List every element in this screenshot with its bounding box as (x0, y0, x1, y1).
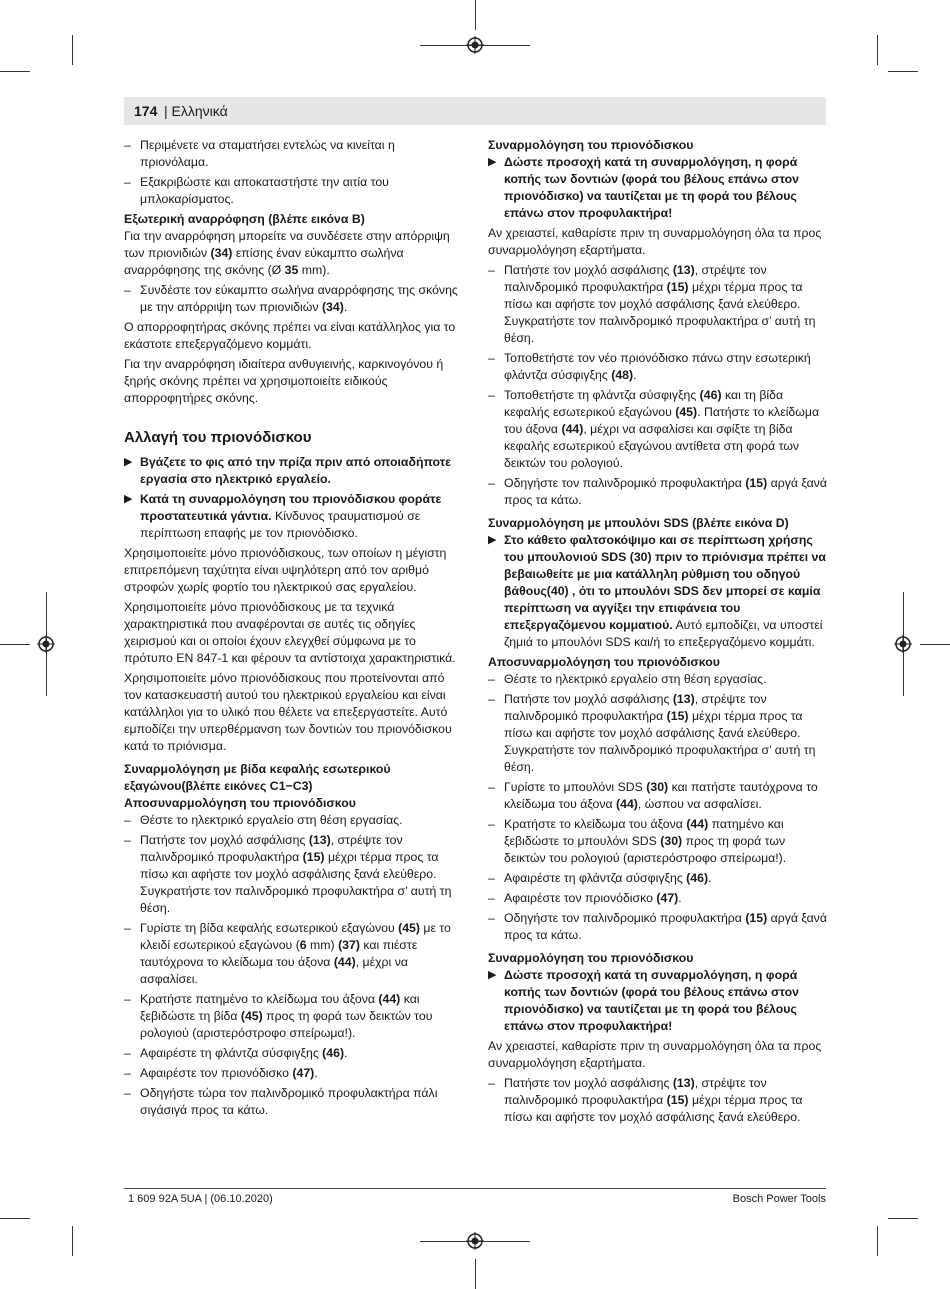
crop-mark (0, 644, 30, 645)
page-header (124, 97, 826, 125)
paragraph: Χρησιμοποιείτε μόνο πριονόδισκους, των οποίων η μέγιστη επιτρεπόμενη ταχύτητα είναι υψηλότερη από τον αριθμό στροφών χωρίς φορτίο του ηλεκτρικού σας εργαλείου. (124, 546, 447, 594)
warning-item (124, 491, 464, 542)
list-item: – Γυρίστε τη βίδα κεφαλής εσωτερικού εξαγώνου (45) με το κλειδί εσωτερικού εξαγώνου (6 mm) (37) και πιέστε ταυτόχρονα το κλείδωμα του άξονα (44), μέχρι να ασφαλίσει. (124, 920, 464, 988)
section-heading: Αλλαγή του πριονόδισκου (124, 429, 312, 446)
paragraph: Χρησιμοποιείτε μόνο πριονόδισκους με τα τεχνικά χαρακτηριστικά που αναφέρονται σε αυτές τις οδηγίες χειρισμού και οι οποίοι έχουν ελεγχθεί σύμφωνα με το πρότυπο EN 847-1 και φέρουν τα αντίστοιχα χαρακτηριστικά. (124, 600, 456, 665)
warning-text: Στο κάθετο φαλτσοκόψιμο και σε περίπτωση χρήσης του μπουλονιού SDS (30) πριν το πριόνισμα πρέπει να βεβαιωθείτε με μια κατάλληλη ρύθμιση του οδηγού βάθους(40) , ότι το μπουλόνι SDS δεν μπορεί σε καμία περίπτωση να αγγίξει την επιφάνεια του επεξεργαζόμενου κομματιού. Αυτό εμποδίζει, να υποστεί ζημιά το μπουλόνι SDS και/ή το επεξεργαζόμενο κομμάτι. (504, 533, 826, 649)
list-item: – Θέστε το ηλεκτρικό εργαλείο στη θέση εργασίας. (124, 812, 464, 829)
right-column (488, 137, 828, 1129)
list-item: – Γυρίστε το μπουλόνι SDS (30) και πατήστε ταυτόχρονα το κλείδωμα του άξονα (44), ώσπου να ασφαλίσει. (488, 779, 828, 813)
crop-mark (0, 1218, 30, 1219)
paragraph: Αν χρειαστεί, καθαρίστε πριν τη συναρμολόγηση όλα τα προς συναρμολόγηση εξαρτήματα. (488, 1039, 822, 1070)
section-subheading: Συναρμολόγηση του πριονόδισκου (488, 138, 694, 152)
list-item: – Τοποθετήστε τον νέο πριονόδισκο πάνω στην εσωτερική φλάντζα σύσφιγξης (48). (488, 350, 828, 384)
list-item: – Αφαιρέστε τη φλάντζα σύσφιγξης (46). (488, 870, 828, 887)
list-item: – Οδηγήστε τον παλινδρομικό προφυλακτήρα (15) αργά ξανά προς τα κάτω. (488, 910, 828, 944)
list-item: – Συνδέστε τον εύκαμπτο σωλήνα αναρρόφησης της σκόνης με την απόρριψη των πριονιδιών (34). (124, 282, 464, 316)
paragraph: Για την αναρρόφηση μπορείτε να συνδέσετε στην απόρριψη των πριονιδιών (34) επίσης έναν εύκαμπτο σωλήνα αναρρόφησης της σκόνης (Ø 35 mm). (124, 229, 450, 277)
paragraph: Χρησιμοποιείτε μόνο πριονόδισκους που προτείνονται από τον κατασκευαστή αυτού του ηλεκτρικού εργαλείου και είναι κατάλληλοι για το υλικό που θέλετε να επεξεργαστείτε. Αυτό εμποδίζει την υπερθέρμανση των δοντιών του πριονόδισκου κατά το πριόνισμα. (124, 671, 452, 753)
page-number: 174 (134, 103, 158, 119)
paragraph: Ο απορροφητήρας σκόνης πρέπει να είναι κατάλληλος για το εκάστοτε επεξεργαζόμενο κομμάτι. (124, 320, 456, 351)
section-subheading: Αποσυναρμολόγηση του πριονόδισκου (488, 655, 720, 669)
list-item: – Αφαιρέστε τον πριονόδισκο (47). (124, 1065, 464, 1082)
list-item: – Τοποθετήστε τη φλάντζα σύσφιγξης (46) και τη βίδα κεφαλής εσωτερικού εξαγώνου (45). Πατήστε το κλείδωμα του άξονα (44), μέχρι να ασφαλίσει και σφίξτε τη βίδα κεφαλής εσωτερικού εξαγώνου αντίθετα στη φορά των δεικτών του ρολογιού. (488, 387, 828, 472)
list-item: – Θέστε το ηλεκτρικό εργαλείο στη θέση εργασίας. (488, 671, 828, 688)
list-item: – Περιμένετε να σταματήσει εντελώς να κινείται η πριονόλαμα. (124, 137, 464, 171)
crop-mark (877, 1226, 878, 1256)
crop-mark (72, 1226, 73, 1256)
warning-text: Δώστε προσοχή κατά τη συναρμολόγηση, η φορά κοπής των δοντιών (φορά του βέλους επάνω στον πριονόδισκο) να ταυτίζεται με τη φορά του βέλους επάνω στον προφυλακτήρα! (504, 968, 799, 1033)
brand-label: Bosch Power Tools (732, 1193, 826, 1205)
list-item: – Αφαιρέστε τον πριονόδισκο (47). (488, 890, 828, 907)
paragraph: Αν χρειαστεί, καθαρίστε πριν τη συναρμολόγηση όλα τα προς συναρμολόγηση εξαρτήματα. (488, 226, 822, 257)
warning-item (488, 154, 828, 222)
crop-mark (920, 644, 950, 645)
registration-mark-icon (466, 36, 484, 54)
section-subheading: Εξωτερική αναρρόφηση (βλέπε εικόνα B) (124, 212, 365, 226)
warning-item (488, 532, 828, 651)
warning-arrow-icon: ▶ (124, 456, 133, 468)
warning-text: Δώστε προσοχή κατά τη συναρμολόγηση, η φορά κοπής των δοντιών (φορά του βέλους επάνω στον πριονόδισκο) να ταυτίζεται με τη φορά του βέλους επάνω στον προφυλακτήρα! (504, 155, 799, 220)
list-item: – Πατήστε τον μοχλό ασφάλισης (13), στρέψτε τον παλινδρομικό προφυλακτήρα (15) μέχρι τέρμα προς τα πίσω και αφήστε τον μοχλό ασφάλισης ξανά ελεύθερο. Συγκρατήστε τον παλινδρομικό προφυλακτήρα σ’ αυτή τη θέση. (488, 691, 828, 776)
list-item: – Οδηγήστε τον παλινδρομικό προφυλακτήρα (15) αργά ξανά προς τα κάτω. (488, 475, 828, 509)
left-column (124, 137, 464, 1122)
page-footer (124, 1188, 826, 1205)
registration-mark-icon (37, 635, 55, 653)
section-subheading: Συναρμολόγηση με μπουλόνι SDS (βλέπε εικόνα D) (488, 516, 789, 530)
crop-mark (72, 35, 73, 65)
registration-mark-icon (466, 1232, 484, 1250)
warning-text: Βγάζετε το φις από την πρίζα πριν από οποιαδήποτε εργασία στο ηλεκτρικό εργαλείο. (140, 455, 452, 486)
language-label: | Ελληνικά (164, 103, 228, 119)
document-code: 1 609 92A 5UA | (06.10.2020) (128, 1193, 273, 1205)
list-item: – Πατήστε τον μοχλό ασφάλισης (13), στρέψτε τον παλινδρομικό προφυλακτήρα (15) μέχρι τέρμα προς τα πίσω και αφήστε τον μοχλό ασφάλισης ξανά ελεύθερο. (488, 1075, 828, 1126)
warning-arrow-icon: ▶ (488, 156, 497, 168)
section-subheading: Συναρμολόγηση με βίδα κεφαλής εσωτερικού εξαγώνου(βλέπε εικόνες C1−C3) (124, 762, 391, 793)
list-item: – Κρατήστε πατημένο το κλείδωμα του άξονα (44) και ξεβιδώστε τη βίδα (45) προς τη φορά των δεικτών του ρολογιού (αριστερόστροφο σπείρωμα!). (124, 991, 464, 1042)
warning-arrow-icon: ▶ (488, 534, 497, 546)
warning-item (488, 967, 828, 1035)
section-subheading: Συναρμολόγηση του πριονόδισκου (488, 951, 694, 965)
warning-text: Κατά τη συναρμολόγηση του πριονόδισκου φοράτε προστατευτικά γάντια. Κίνδυνος τραυματισμού σε περίπτωση επαφής με τον πριονόδισκο. (140, 492, 442, 540)
list-item: – Εξακριβώστε και αποκαταστήστε την αιτία του μπλοκαρίσματος. (124, 174, 464, 208)
crop-mark (0, 71, 30, 72)
section-subheading: Αποσυναρμολόγηση του πριονόδισκου (124, 796, 356, 810)
crop-mark (888, 1218, 918, 1219)
warning-item (124, 454, 464, 488)
crop-mark (877, 35, 878, 65)
list-item: – Πατήστε τον μοχλό ασφάλισης (13), στρέψτε τον παλινδρομικό προφυλακτήρα (15) μέχρι τέρμα προς τα πίσω και αφήστε τον μοχλό ασφάλισης ξανά ελεύθερο. Συγκρατήστε τον παλινδρομικό προφυλακτήρα σ’ αυτή τη θέση. (124, 832, 464, 917)
registration-mark-icon (894, 635, 912, 653)
warning-arrow-icon: ▶ (488, 969, 497, 981)
paragraph: Για την αναρρόφηση ιδιαίτερα ανθυγιεινής, καρκινογόνου ή ξηρής σκόνης πρέπει να χρησιμοποιείτε ειδικούς απορροφητήρες σκόνης. (124, 357, 444, 405)
list-item: – Κρατήστε το κλείδωμα του άξονα (44) πατημένο και ξεβιδώστε το μπουλόνι SDS (30) προς τη φορά των δεικτών του ρολογιού (αριστερόστροφο σπείρωμα!). (488, 816, 828, 867)
list-item: – Οδηγήστε τώρα τον παλινδρομικό προφυλακτήρα πάλι σιγάσιγά προς τα κάτω. (124, 1085, 464, 1119)
crop-mark (475, 1259, 476, 1289)
crop-mark (888, 71, 918, 72)
list-item: – Πατήστε τον μοχλό ασφάλισης (13), στρέψτε τον παλινδρομικό προφυλακτήρα (15) μέχρι τέρμα προς τα πίσω και αφήστε τον μοχλό ασφάλισης ξανά ελεύθερο. Συγκρατήστε τον παλινδρομικό προφυλακτήρα σ’ αυτή τη θέση. (488, 262, 828, 347)
list-item: – Αφαιρέστε τη φλάντζα σύσφιγξης (46). (124, 1045, 464, 1062)
crop-mark (475, 0, 476, 30)
warning-arrow-icon: ▶ (124, 493, 133, 505)
language-name: Ελληνικά (171, 103, 228, 119)
